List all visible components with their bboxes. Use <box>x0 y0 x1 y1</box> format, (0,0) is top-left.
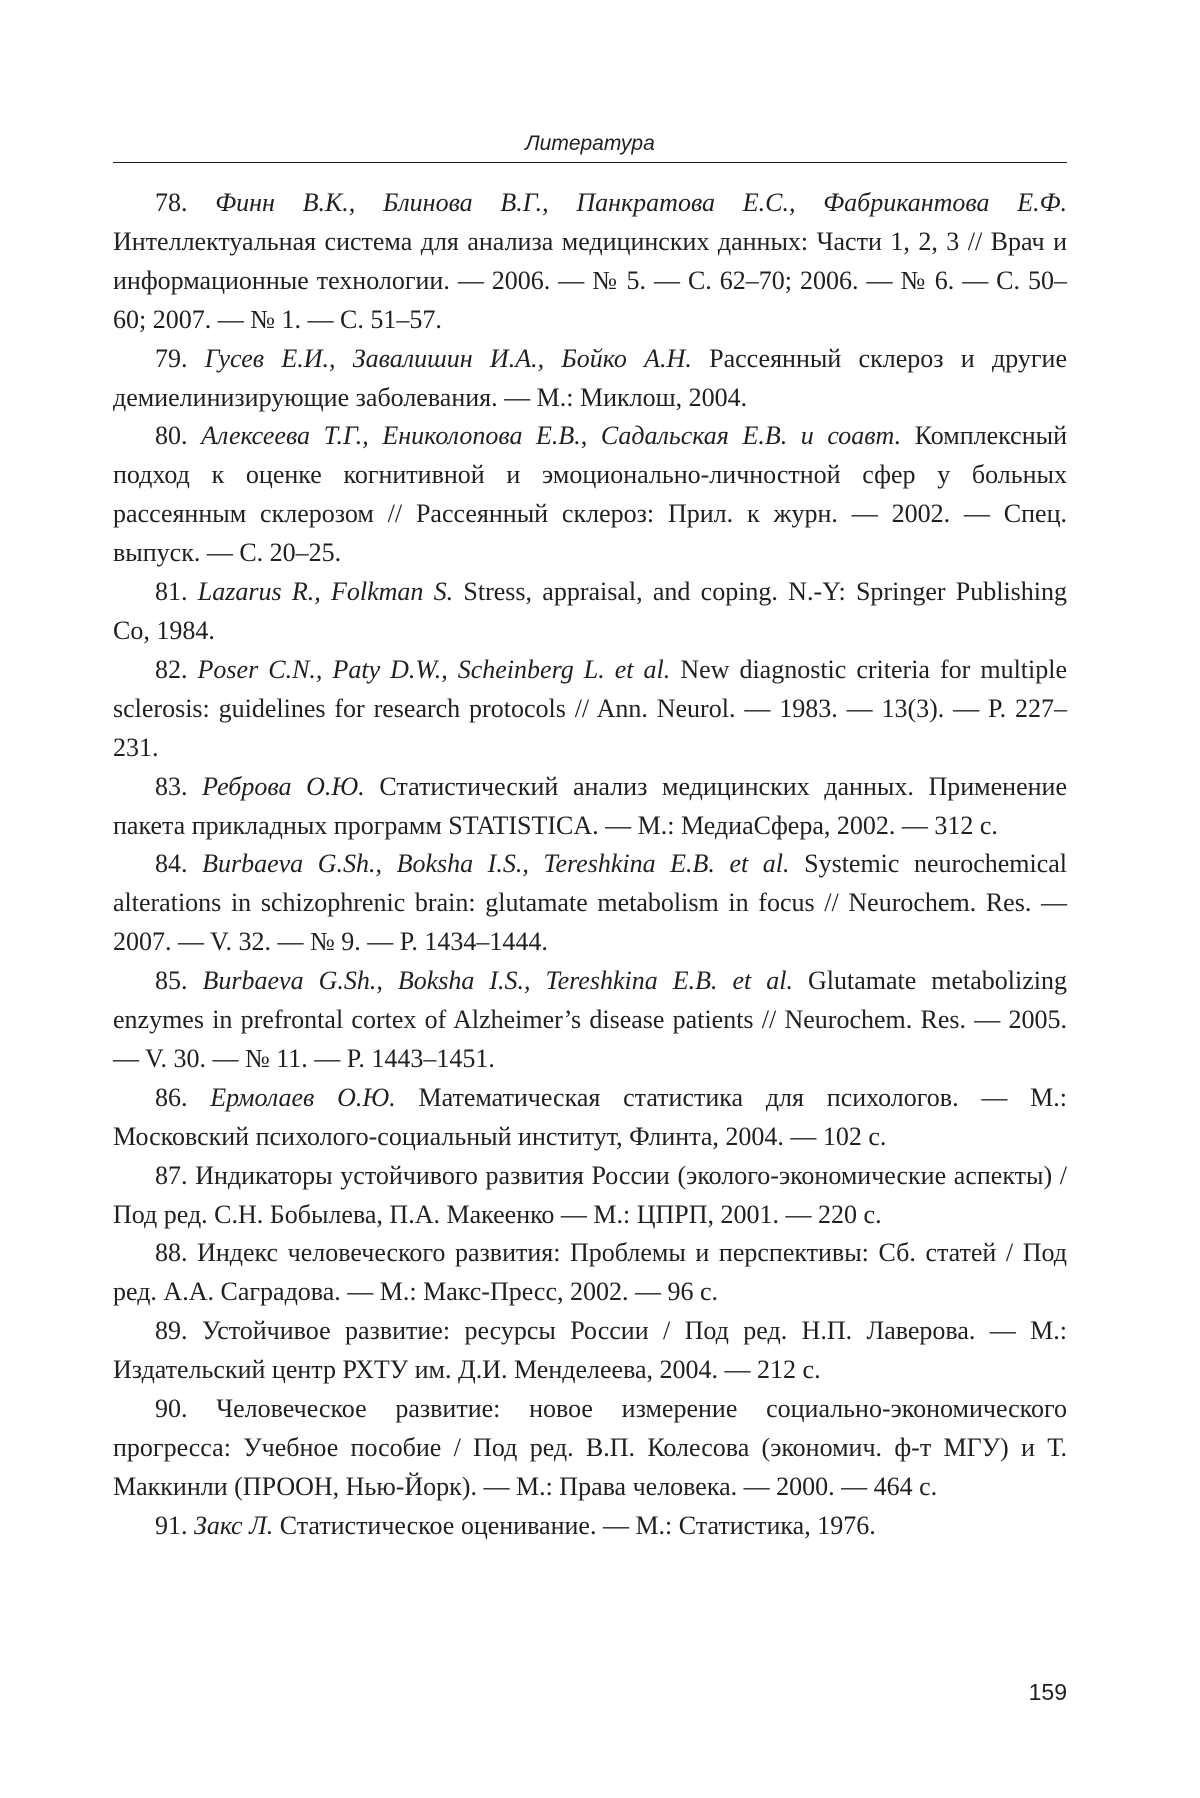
reference-text: Systemic neurochemical alterations in schizophrenic brain: glutamate metabolism in focus // Neurochem. Res. — 2007. — V. 32. — № 9. — P. 1434–1444. <box>113 849 1068 957</box>
reference-number: 84. <box>155 849 188 879</box>
reference-authors: Burbaeva G.Sh., Boksha I.S., Tereshkina E.B. et al. <box>202 966 793 996</box>
reference-authors: Реброва О.Ю. <box>202 771 365 801</box>
reference-text: Устойчивое развитие: ресурсы России / Под ред. Н.П. Лаверова. — М.: Издательский центр РХТУ им. Д.И. Менделеева, 2004. — 212 с. <box>113 1316 1068 1385</box>
reference-number: 87. <box>155 1160 188 1190</box>
reference-text: Математическая статистика для психологов. — М.: Московский психолого-социальный институт, Флинта, 2004. — 102 с. <box>113 1082 1067 1151</box>
reference-text: Индекс человеческого развития: Проблемы и перспективы: Сб. статей / Под ред. А.А. Саградова. — М.: Макс-Пресс, 2002. — 96 с. <box>113 1238 1067 1307</box>
reference-item <box>113 1390 1067 1507</box>
reference-item <box>113 1312 1067 1390</box>
page-number: 159 <box>1028 1679 1067 1705</box>
running-head: Литература <box>525 132 655 155</box>
reference-number: 91. <box>155 1510 188 1540</box>
reference-item <box>113 184 1067 340</box>
reference-number: 90. <box>155 1394 188 1424</box>
reference-number: 83. <box>155 771 188 801</box>
reference-item <box>113 417 1067 573</box>
reference-list <box>113 184 1067 1546</box>
reference-item <box>113 845 1067 962</box>
reference-number: 88. <box>155 1238 188 1268</box>
reference-item <box>113 962 1067 1079</box>
reference-text: Glutamate metabolizing enzymes in prefrontal cortex of Alzheimer’s disease patients // Neurochem. Res. — 2005. — V. 30. — № 11. — P. 1443–1451. <box>113 966 1068 1073</box>
reference-text: Интеллектуальная система для анализа медицинских данных: Части 1, 2, 3 // Врач и информационные технологии. — 2006. — № 5. — С. 62–70; 2006. — № 6. — С. 50–60; 2007. — № 1. — С. 51–57. <box>113 226 1067 334</box>
reference-number: 82. <box>155 654 188 684</box>
reference-item <box>113 340 1067 418</box>
reference-authors: Гусев Е.И., Завалишин И.А., Бойко А.Н. <box>204 343 692 373</box>
reference-text: Комплексный подход к оценке когнитивной и эмоционально-личностной сфер у больных рассеянным склерозом // Рассеянный склероз: Прил. к журн. — 2002. — Спец. выпуск. — С. 20–25. <box>113 421 1068 568</box>
reference-item <box>113 1507 1067 1546</box>
reference-item <box>113 1157 1067 1235</box>
reference-text: Индикаторы устойчивого развития России (эколого-экономические аспекты) / Под ред. С.Н. Бобылева, П.А. Макеенко — М.: ЦПРП, 2001. — 220 с. <box>113 1160 1068 1229</box>
reference-item <box>113 1079 1067 1157</box>
reference-number: 81. <box>155 577 188 607</box>
reference-authors: Burbaeva G.Sh., Boksha I.S., Tereshkina E.B. et al. <box>202 849 790 879</box>
reference-number: 78. <box>155 188 188 217</box>
reference-authors: Закс Л. <box>194 1510 274 1540</box>
reference-item <box>113 573 1067 651</box>
reference-number: 79. <box>155 343 188 373</box>
reference-text: Stress, appraisal, and coping. N.-Y: Springer Publishing Co, 1984. <box>113 577 1068 645</box>
reference-item <box>113 768 1067 846</box>
reference-number: 85. <box>155 966 188 996</box>
reference-authors: Финн В.К., Блинова В.Г., Панкратова Е.С., Фабрикантова Е.Ф. <box>215 188 1067 217</box>
reference-number: 86. <box>155 1082 188 1112</box>
reference-authors: Poser C.N., Paty D.W., Scheinberg L. et al. <box>197 654 671 684</box>
header-rule <box>113 162 1067 163</box>
reference-number: 80. <box>155 421 188 451</box>
reference-authors: Lazarus R., Folkman S. <box>197 577 454 607</box>
reference-authors: Алексеева Т.Г., Ениколопова Е.В., Садальская Е.В. и соавт. <box>201 421 902 451</box>
reference-text: Статистический анализ медицинских данных. Применение пакета прикладных программ STATISTICA. — М.: МедиаСфера, 2002. — 312 с. <box>113 771 1067 840</box>
reference-item <box>113 651 1067 768</box>
reference-text: New diagnostic criteria for multiple sclerosis: guidelines for research protocols // Ann. Neurol. — 1983. — 13(3). — P. 227–231. <box>113 654 1068 762</box>
reference-text: Статистическое оценивание. — М.: Статистика, 1976. <box>279 1510 876 1540</box>
reference-text: Рассеянный склероз и другие демиелинизирующие заболевания. — М.: Миклош, 2004. <box>113 343 1068 412</box>
reference-item <box>113 1234 1067 1312</box>
reference-authors: Ермолаев О.Ю. <box>210 1082 396 1112</box>
reference-number: 89. <box>155 1316 188 1346</box>
reference-text: Человеческое развитие: новое измерение социально-экономического прогресса: Учебное пособие / Под ред. В.П. Колесова (экономич. ф-т МГУ) и Т. Маккинли (ПРООН, Нью-Йорк). — М.: Права человека. — 2000. — 464 с. <box>113 1394 1068 1501</box>
